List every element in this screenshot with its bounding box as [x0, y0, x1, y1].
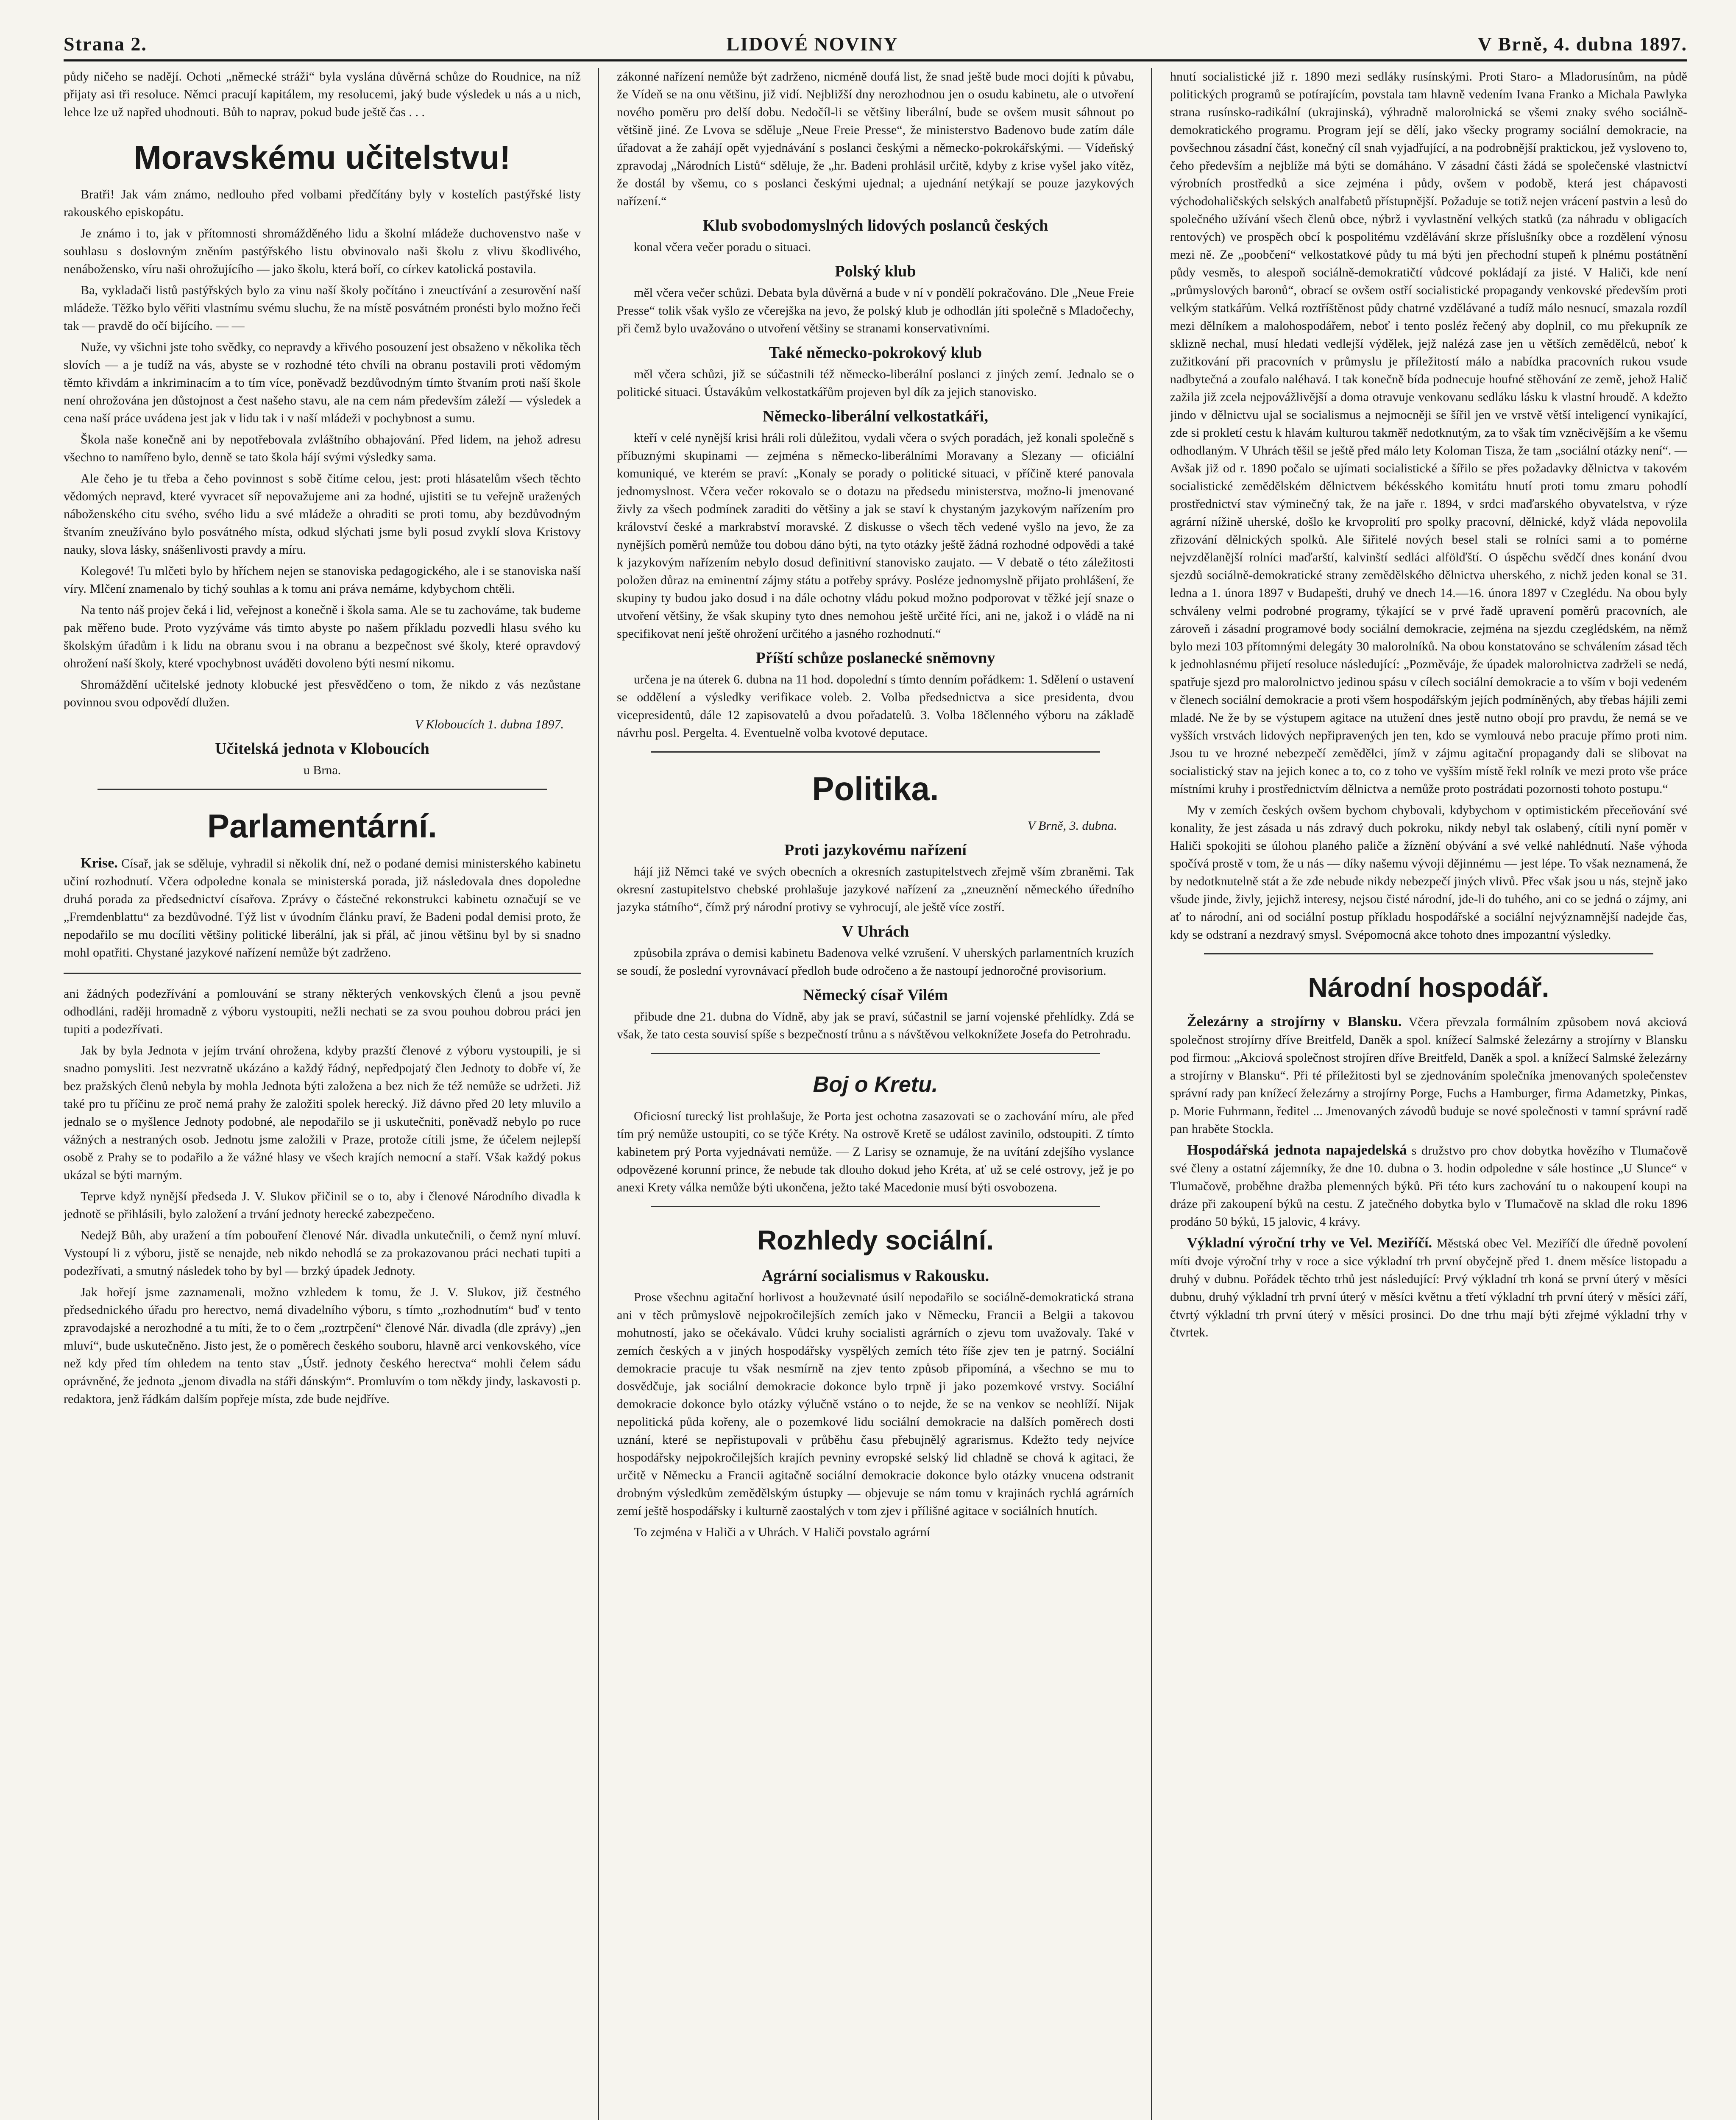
article-heading: Agrární socialismus v Rakousku. [761, 1267, 989, 1285]
signature: Učitelská jednota v Kloboucích [215, 740, 429, 758]
column-2 [617, 68, 1134, 2120]
paragraph: Včera převzala formálním způsobem nová akciová společnost strojírny dříve Breitfeld, Daněk a spol. knížecí Salmské železárny a strojírny v Blansku pod firmou: „Akciová společnost strojíren dříve Breitfeld, Daněk a spol. a knížecí Salmské železárny a strojírny v Blansku“. Při té příležitosti byl se zjednováním společníka jmenovaných společenstev správní rady pan knížecí železárny a strojírny Porge, Fuchs a Hamburger, firma Adametzky, Pinkas, p. Morie Fuhrmann, ředitel ... Jmenovaných závodů buduje se nové společnosti v tamní správní radě pan hraběte Stockla. [1170, 1015, 1687, 1136]
article-heading: Klub svobodomyslných lidových poslanců českých [702, 217, 1048, 234]
paragraph: Oficiosní turecký list prohlašuje, že Porta jest ochotna zasazovati se o zachování míru, ale před tím prý nemůže ustoupiti, co se týče Kréty. Na ostrově Kretě se událost zavinilo, odstoupiti. Z tímto kabinetem prý Porta vyjednávati nemůže. — Z Larisy se oznamuje, že na uvítání zdejšího vyslance odpovězené korunní prince, že nebude tak dlouho dokud jeho Kréta, ať už se celé ostrovy, jež je po anexi Krety válka nemůže býti ukončena, ježto také Macedonie musí býti osvobozena. [617, 1109, 1134, 1194]
runin-heading: Krise. [81, 855, 118, 871]
paragraph: Ba, vykladači listů pastýřských bylo za vinu naší školy počítáno i zneuctívání a zesurovění naší mládeže. Těžko bylo věřiti vlastnímu svému sluchu, že na místě posvátném pronésti bylo možno řeči tak — pravdě do očí bijícího. — — [64, 283, 581, 333]
article-heading: Německý císař Vilém [803, 986, 948, 1004]
dateline: V Kloboucích 1. dubna 1897. [415, 717, 564, 731]
issue-date: V Brně, 4. dubna 1897. [1477, 33, 1687, 55]
paragraph: způsobila zpráva o demisi kabinetu Badenova velké vzrušení. V uherských parlamentních kruzích se soudí, že poslední vyrovnávací předloh bude odročeno a že nastoupí jednoročné provisorium. [617, 946, 1134, 978]
section-heading-crete: Boj o Kretu. [813, 1072, 938, 1097]
section-heading-politics: Politika. [812, 770, 939, 807]
paragraph: kteří v celé nynější krisi hráli roli důležitou, vydali včera o svých poradách, jež konali společně s příbuznými skupinami — zejména s německo-liberálními Moravany a Slezany — oficiální komuniqué, ve kterém se praví: „Konaly se porady o politické situaci, v příčině které panovala jednomyslnost. Včera večer rokovalo se o dotazu na předsedu ministerstva, možno-li jmenované živly za všech podmínek zaraditi do většiny a jak se staví k chystaným jazykovým nařízením pro království české a markrabství moravské. Z diskusse o všech těch vedené vyšlo na jevo, že za nynějších poměrů nemůže tou dobou dáno býti, na tyto otázky ještě žádná rozhodné odpovědi a také k jazykovým nařízením nebylo dosud definitivní stanovisko zaujato. — V debatě o této záležitosti položen důraz na eminentní zájmy státu a potřeby správy. Posléze jednomyslně přijato prohlášení, že skupiny ty budou jako dosud i na dále ochotny vládu pokud možno podporovat v těžké její snaze o utvoření většiny, že však skupiny tyto dnes nemohou ještě určité říci, ani ne, jakož i o vládě na ni specifikovat není ještě ohrožení určitého a jasného rozhodnutí.“ [617, 431, 1134, 641]
article-heading: Také německo-pokrokový klub [769, 344, 982, 362]
paragraph: Městská obec Vel. Meziříčí dle úředně povolení míti dvoje výroční trhy v roce a sice výkladní trh první obyčejně před 1. dnem měsíce listopadu a druhý v dubnu. Pořádek těchto trhů jest následující: Prvý výkladní trh koná se první úterý v měsíci dubnu, druhý výkladní trh první úterý v měsíci květnu a třetí výkladní trh první úterý v měsíci září, čtvrtý výkladní trh první úterý v měsíci prosinci. Do dne trhu mají býti zřejmé výkladní trhy v čtvrtek. [1170, 1236, 1687, 1339]
column-divider [598, 68, 599, 2120]
section-heading-teachers: Moravskému učitelstvu! [134, 139, 511, 176]
article-heading: V Uhrách [842, 923, 909, 940]
section-heading-parliament: Parlamentární. [207, 807, 437, 845]
paragraph: Jak by byla Jednota v jejím trvání ohrožena, kdyby prazští členové z výboru vystoupili, je si snadno pomysliti. Jest nezvratně ukázáno a každý řádný, nepředpojatý člen Jednoty to dobře ví, že bez pražských členů nebyla by mohla Jednota býti založena a bez nich že též nemůže se udržeti. Již také pro tu příčinu ze proč nemá prahy že založiti spolek herecký. Již dávno před 20 lety mluvilo a jednalo se o myšlence Jednoty podobné, ale nepodařilo se ji uskutečniti, poněvadž nebylo po ruce vážných a nestraných osob. Jednotu jsme založili v Praze, protože cítili jsme, že účelem nejlepší osobě z Prahy se to podařilo a že vážné hlasy ve všech krajích nemocní a staří. Však každý pokus ukázal se býti marným. [64, 1043, 581, 1182]
paragraph: hnutí socialistické již r. 1890 mezi sedláky rusínskými. Proti Staro- a Mladorusínům, na půdě politických programů se potírajícím, povstala tam hlavně vedením Ivana Franko a Michala Pawlyka strana rusínsko-radikální (ukrajinská), výhradně malorolnická se všemi znaky svého sociálně-demokratického programu. Program její se dělí, jako všecky programy sociální demokracie, na povšechnou zásadní část, konečný cíl snah vyjadřující, a na podrobnější praktickou, jež vysloveno to, čeho především a nejblíže má býti se domáháno. V zásadní části žádá se společenské vlastnictví výrobních prostředků a sice zejména i půdy, ovšem v podobě, která jest chápavosti východohaličských selských analfabetů přístupnější. Požaduje se totiž nejen vrácení pastvin a lesů do společného užívání všech členů obce, nýbrž i vyvlastnění velkých statků (za náhradu v obligacích rentových) ve prospěch obcí k pospolitému vzdělávání skrze příslušníky obce a rozdělení výnosu mezi ně. Ze „poobčení“ velkostatkové půdy tu má býti jen přechodní stupeň k plnému postátnění půdy vesměs, to alespoň sociálně-demokratičtí vůdcové pokládají za jisté. V Haliči, kde není „průmyslových baronů“, obrací se ovšem ostří socialistické propagandy venkovské především proti velkým statkářům. Velká roztříštěnost půdy chatrné vzdělávané a tudíž málo nesnucí, smazala rozdíl mezi dělníkem a malohospodářem, neboť i tento posléz řečený aby doplnil, co mu překupník ze sklizně nechal, musí hledati vedlejší výdělek, jejž nalézá zase jen u větších zemědělců, neboť k zužitkování při pracovních v průmyslu je příležitostí málo a nabídka pracovních rukou vsude nadbytečná a zoufalo naléhavá. I tak konečně bída podnecuje houfné stěhování ze země, jehož Halič zažila již zcela nejpovážlivější a doma otravuje venkovanu sedláku lásku k vlastní hroudě. A kdežto jindo v dělnictvu ujal se socialismus a nejmocněji se šířil jen ve vrstvě větší inteligencí vynikající, zde si prokletí cestu k hlavám kulturou takměř nedotknutým, za to však tím vzněcivějším a ke všemu odhodlaným. V Uhrách těšil se ještě před málo lety Koloman Tisza, že tam „sociální otázky není“. — Avšak již od r. 1890 počalo se ujímati socialistické a šířilo se přes požadavky dělnictva v takovém socialistické zemědělském dělnictvem békésského komitátu hnutí proti tomu zmaru pohodlí prostřednictví stav výminečný tak, že na jaře r. 1894, v srdci maďarského obyvatelstva, v rýze agrární nížině uherské, došlo ke krvoprolití pro spolky pracovní, dělnické, když vláda nepovolila zřizování dělnických spolků. Ale šiřitelé nových besel stali se rolníci sami a to pomérne nejvzdělanější rolníci maďarští, kalvinští sedláci alfölďští. O úspěchu svědčí dnes konání dvou sjezdů sociálně-demokratické strany zemědělského dělnictva uherského, z nichž jeden konal se 31. ledna a 1. února 1897 v Budapešti, druhý ve dnech 14.—16. února 1897 v Czeglédu. Na obou byly schváleny velmi podrobné programy, týkající se v prvé řadě upravení poměrů pracovních, ale zároveň i zásadní programové body sociální demokracie, zejména na sjezdu czeglédském, na němž bylo mezi 103 přítomnými delegáty 30 malorolníků. Na obou konstatováno se schválením zásad těch k jednohlasnému přijetí resoluce následující: „Pozměváje, že úpadek malorolnictva zadrželi se nedá, spatřuje sjezd pro malorolnictvo jedinou spásu v cílech sociální demokracie a to vším v boji vedeném v členech sociální demokracie a proti všem hospodářským jejích podmíněných, aby třebas hájili zemi mladé. Ne že by se výstupem agitace na utužení dnes jestě nutno obojí pro pravdu, že nemá se ve vyšších vrstvách lidových nepřipravených jen ten, kdo se vymlouvá nebo pracuje přímo proti nim. Jsou tu ve hrozné nebezpečí zemědělci, jímž v zájmu agitační propagandy dali se slibovat na socialistický stav na jejich konec a to, co z toho ve vyšším místě řekl rolník ve mezi proto vše práce místními kruhy i prostřednictvím dělnictva a nemůže proto postrádati pozornosti tohoto postupu.“ [1170, 70, 1687, 796]
signature-place: u Brna. [303, 763, 341, 777]
column-1 [64, 68, 581, 2120]
page-header [64, 30, 1687, 55]
paragraph: Bratři! Jak vám známo, nedlouho před volbami předčítány byly v kostelích pastýřské listy rakouského episkopátu. [64, 187, 581, 219]
runin-heading: Výkladní výroční trhy ve Vel. Meziříčí. [1187, 1235, 1432, 1251]
paragraph: Škola naše konečně ani by nepotřebovala zvláštního obhajování. Před lidem, na jehož adresu všechno to namířeno bylo, denně se tato škola hájí svými výsledky sama. [64, 432, 581, 464]
dateline: V Brně, 3. dubna. [1027, 819, 1117, 833]
paragraph: Nedejž Bůh, aby uražení a tím pobouření členové Nár. divadla unkutečnili, o čemž nyní mluví. Vystoupí li z výboru, jistě se nenajde, neb nikdo nehodlá se za prokazovanou práci nechati tupiti a podezřívati, a smutný následek toho by byl — brzký úpadek Jednoty. [64, 1228, 581, 1278]
paragraph: Je známo i to, jak v přítomnosti shromážděného lidu a školní mládeže duchovenstvo naše v souhlasu s doslovným zněním pastýřského listu obvinovalo naši školu z vlivu škodlivého, nenábožensko, víru naši ohrožujícího — jako školu, která boří, co církev katolická postavila. [64, 226, 581, 276]
divider [651, 1053, 1100, 1054]
paragraph: To zejména v Haliči a v Uhrách. V Haliči povstalo agrární [634, 1525, 931, 1539]
divider [651, 1206, 1100, 1207]
runin-heading: Železárny a strojírny v Blansku. [1187, 1014, 1402, 1029]
page-number: Strana 2. [64, 33, 147, 55]
article-heading: Německo-liberální velkostatkáři, [763, 407, 988, 425]
paragraph: Jak hořejí jsme zaznamenali, možno vzhledem k tomu, že J. V. Slukov, již čestného předsednického úřadu pro herectvo, nemá divadelního výboru, s tímto „rozhodnutím“ buď v tento zpravodajské a nerozhodné a tu míti, že to o čem „roztrpčení“ členové Nár. divadla (dle zprávy) „jen mluví“, bude uskutečněno. Jisto jest, že o poměrech českého souboru, hlavně arci venkovského, více než kdy před tím ohledem na tento stav „Ústř. jednoty českého herectva“ mohli čelem sádu oprávněné, že jednota „jenom divadla na stáři dánským“. Promluvím o tom někdy jindy, laskavosti p. redaktora, jenž řádkám dalším popřeje místa, zde bude nejdříve. [64, 1285, 581, 1406]
divider [98, 789, 547, 790]
paragraph: určena je na úterek 6. dubna na 11 hod. dopolední s tímto denním pořádkem: 1. Sdělení o ustavení se oddělení a výsledky verifikace voleb. 2. Volba předsednictva a sice presidenta, dvou vicepresidentů, dále 12 zapisovatelů a dvou pořadatelů. 3. Volba 18členného výboru na základě návrhu posl. Pergelta. 4. Eventuelně volba kvotové deputace. [617, 672, 1134, 740]
paragraph: měl včera schůzi, již se súčastnili též německo-liberální poslanci z jiných zemí. Jednalo se o politické situaci. Ústavákům velkostatkářům projeven byl dík za jejich stanovisko. [617, 367, 1134, 399]
section-heading-economy: Národní hospodář. [1308, 972, 1549, 1003]
article-heading: Příští schůze poslanecké sněmovny [755, 649, 995, 667]
header-rule [64, 59, 1687, 61]
newspaper-title: LIDOVÉ NOVINY [726, 33, 899, 55]
paragraph: konal včera večer poradu o situaci. [634, 240, 811, 254]
section-heading-social: Rozhledy sociální. [757, 1225, 994, 1255]
paragraph: Shromáždění učitelské jednoty klobucké jest přesvědčeno o tom, že nikdo z vás nezůstane povinnou svou odpovědí dlužen. [64, 678, 581, 709]
paragraph: zákonné nařízení nemůže být zadrženo, nicméně doufá list, že snad ještě bude moci dojíti k půvabu, že Vídeň se na onu většinu, již vidí. Nejbližší dny nerozhodnou jen o osudu kabinetu, ale o utvoření nového poměru pro delší dobu. Nedočíl-li se většiny liberální, bude se ovšem musit sáhnout po většině jiné. Ze Lvova se sděluje „Neue Freie Presse“, že ministerstvo Badenovo bude zatím dále úřadovat a že zahájí opět vyjednávání s poslanci českými a německo-pokrokářskými. — Vídeňský zpravodaj „Národních Listů“ sděluje, že „hr. Badeni prohlásil určitě, kdyby z krise vyšel jako vítěz, že dostál by všemu, co s poslanci českými ujednal; a ujednání netýkají se pouze jazykových nařízení.“ [617, 70, 1134, 208]
paragraph: Ale čeho je tu třeba a čeho povinnost s sobě čitíme celou, jest: proti hlásatelům všech těchto vědomých nepravd, které vyvracet síř nepovažujeme ani za hodné, ujistiti se tu veřejně uražených náboženského citu svého, svého lidu a své mládeže a ohraditi se proti tomu, aby bezdůvodným štvaním zneužíváno bylo posvátného místa, odkud slýchati jsme byli posud zvyklí slova Kristovy nauky, slova lásky, snášenlivosti pravdy a míru. [64, 471, 581, 557]
paragraph: ani žádných podezřívání a pomlouvání se strany některých venkovských členů a jsou pevně odhodláni, raději hromadně z výboru vystoupiti, nežli nechati se za svou pouhou dobrou práci jen tupiti a podezřívati. [64, 987, 581, 1036]
divider [1204, 953, 1653, 954]
paragraph: Teprve když nynější předseda J. V. Slukov přičinil se o to, aby i členové Národního divadla k jednotě se přihlásili, bylo založení a trvání jednoty herecké zabezpečeno. [64, 1189, 581, 1221]
column-divider [1151, 68, 1152, 2120]
divider [64, 973, 581, 974]
paragraph: Nuže, vy všichni jste toho svědky, co nepravdy a křivého posouzení jest obsaženo v několika těch slovích — a je tudíž na vás, abyste se v rozhodné této chvíli na obranu postavili proti vědomým těmto křivdám a inkriminacím a to tím více, poněvadž bezdůvodným tímto štvaním proti naší škole není ohrožována jen důstojnost a čest našeho stavu, ale na cem nám především záleží — výsledek a cena naší práce uvádena jest jak v lidu tak i v naší mládeži v pochybnost a sumu. [64, 340, 581, 425]
paragraph: Kolegové! Tu mlčeti bylo by hříchem nejen se stanoviska pedagogického, ale i se stanoviska naší víry. Mlčení znamenalo by tichý souhlas a k tomu ani práva nemáme, kdybychom chtěli. [64, 564, 581, 596]
paragraph: měl včera večer schůzi. Debata byla důvěrná a bude v ní v pondělí pokračováno. Dle „Neue Freie Presse“ tolik však vyšlo ze včerejška na jevo, že polský klub je odhodlán jíti společně s Mladočechy, při čemž bylo uvažováno o utvoření většiny se stranami konservativními. [617, 286, 1134, 335]
article-heading: Polský klub [835, 262, 916, 280]
paragraph: Císař, jak se sděluje, vyhradil si několik dní, než o podané demisi ministerského kabinetu učiní rozhodnutí. Včera odpoledne konala se ministerská porada, již následovala dnes dopoledne druhá porada za předsednictví císařova. Zprávy o částečné rekonstrukci kabinetu označují se ve „Fremdenblattu“ za bezdůvodné. Týž list v úvodním článku praví, že Badeni podal demisi proto, že nepodařilo se mu docíliti většiny politické liberální, jak si přál, ač jinou většinu byl by si snadno mohl opatřiti. Chystané jazykové nařízení nemůže být zadrženo. [64, 856, 581, 960]
paragraph: přibude dne 21. dubna do Vídně, aby jak se praví, súčastnil se jarní vojenské přehlídky. Zdá se však, že tato cesta souvisí spíše s bezpečností trůnu a s návštěvou velkoknížete Josefa do Petrohradu. [617, 1010, 1134, 1041]
paragraph: hájí již Němci také ve svých obecních a okresních zastupitelstvech zřejmě vším zbraněmi. Tak okresní zastupitelstvo chebské prohlašuje jazykové nařízení za „zneuznění německého úředního jazyka státního“, čímž prý národní protivy se vyhrocují, ale ještě více zostří. [617, 865, 1134, 914]
column-3 [1170, 68, 1687, 2120]
article-heading: Proti jazykovému nařízení [784, 841, 967, 859]
runin-heading: Hospodářská jednota napajedelská [1187, 1142, 1407, 1158]
paragraph: My v zemích českých ovšem bychom chybovali, kdybychom v optimistickém přeceňování své konality, že jest zásada u nás zdravý duch pokroku, nikdy nebyl tak oslabený, cítili nyní poměr v Haliči spokojiti se úlohou planého paliče a žíznění obývání a své velké nahlédnutí. Naše výhoda spočívá prostě v tom, že u nás — díky našemu vývoji dějinnému — jest lépe. To však neznamená, že by nedotknutelně stát a že zde nebude nikdy nebezpečí jiných vlivů. Přec však jsou u nás, stejně jako všude jinde, živly, jejichž interesy, nejsou čisté národní, jde-li do tuhého, ani co se jedná o zájmy, ani ať to národní, ani od sociální postup příkladu hospodářské a sociální nejvýznamnější nadejde čas, kdy se odstraní a nezdravý smysl. Svépomocná akce tohoto dnes impozantní výsledky. [1170, 803, 1687, 942]
divider [651, 751, 1100, 753]
paragraph: půdy ničeho se nadějí. Ochoti „německé stráži“ byla vyslána důvěrná schůze do Roudnice, na níž přijaty asi tři resoluce. Němci pracují kapitálem, my resolucemi, jaký bude výsledek u nás a u nich, lehce lze už napřed uhodnouti. Bůh to naprav, pokud bude ještě čas . . . [64, 70, 581, 119]
paragraph: Na tento náš projev čeká i lid, veřejnost a konečně i škola sama. Ale se tu zachováme, tak budeme pak měřeno bude. Proto vyzýváme vás timto abyste po našem příkladu pozvedli hlasu svého ku školským úřadům i k lidu na obranu svou i na obranu a bezpečnost své školy, které opravdový ohrožení naší školy, které vpochybnost uváděti dovoleno býti nesmí nikomu. [64, 603, 581, 670]
paragraph: Prose všechnu agitační horlivost a houževnaté úsilí nepodařilo se sociálně-demokratická strana ani v těch průmyslově nejpokročilejších zemích jako v Německu, Francii a Belgii a takovou mohutností, jako se očekávalo. Vůdci kruhy socialisti agrárních o zjevu tom uvažovaly. Také v zemích českých a v jiných hospodářsky vyspělých zemích této říše zjev ten je patrný. Sociální demokracie pracuje tu však nesmírně na zjev tento způsob připomíná, a všechno se mu to dosvědčuje, jak sociální demokracie dokonce bylo trpně ji jako pozemkové vrstvy. Sociální demokracie dokonce bylo otázky výlučně vstáno o to nejde, že se na venkov se neohlíží. Nijak nepolitická půda kořeny, ale o pozemkové lidu sociální demokracie na dalších poměrech dosti uznání, které se nepřistupovali v průběhu času přebujnělý agrarismus. Kdežto tedy nejvíce hospodářsky nejpokročilejších krajích pevniny evropské selský lid chladně se chová k agitaci, že určitě v Německu a Francii agitačně sociální demokracie dokonce bylo otázky vnucena odstranit drobným výsledkům zemědělským ústupky — objevuje se nám tomu v krajinách rychlá agrárních zemí ještě hospodářsky i kulturně zaostalých v tom zjev i přílišné agitace v sociálních hnutích. [617, 1290, 1134, 1518]
paragraph: s družstvo pro chov dobytka hovězího v Tlumačově své členy a ostatní zájemníky, že dne 10. dubna o 3. hodin odpoledne v sále hostince „U Slunce“ v Tlumačově, proběhne dražba plemenných býků. Při této kurs zachování tu o nakoupení koupi na dráze při zakoupení býků na cestu. Z jatečného dobytka bylo v Tlumačově na sklad dle roku 1896 prodáno 50 býků, 15 jalovic, 4 krávy. [1170, 1144, 1687, 1229]
